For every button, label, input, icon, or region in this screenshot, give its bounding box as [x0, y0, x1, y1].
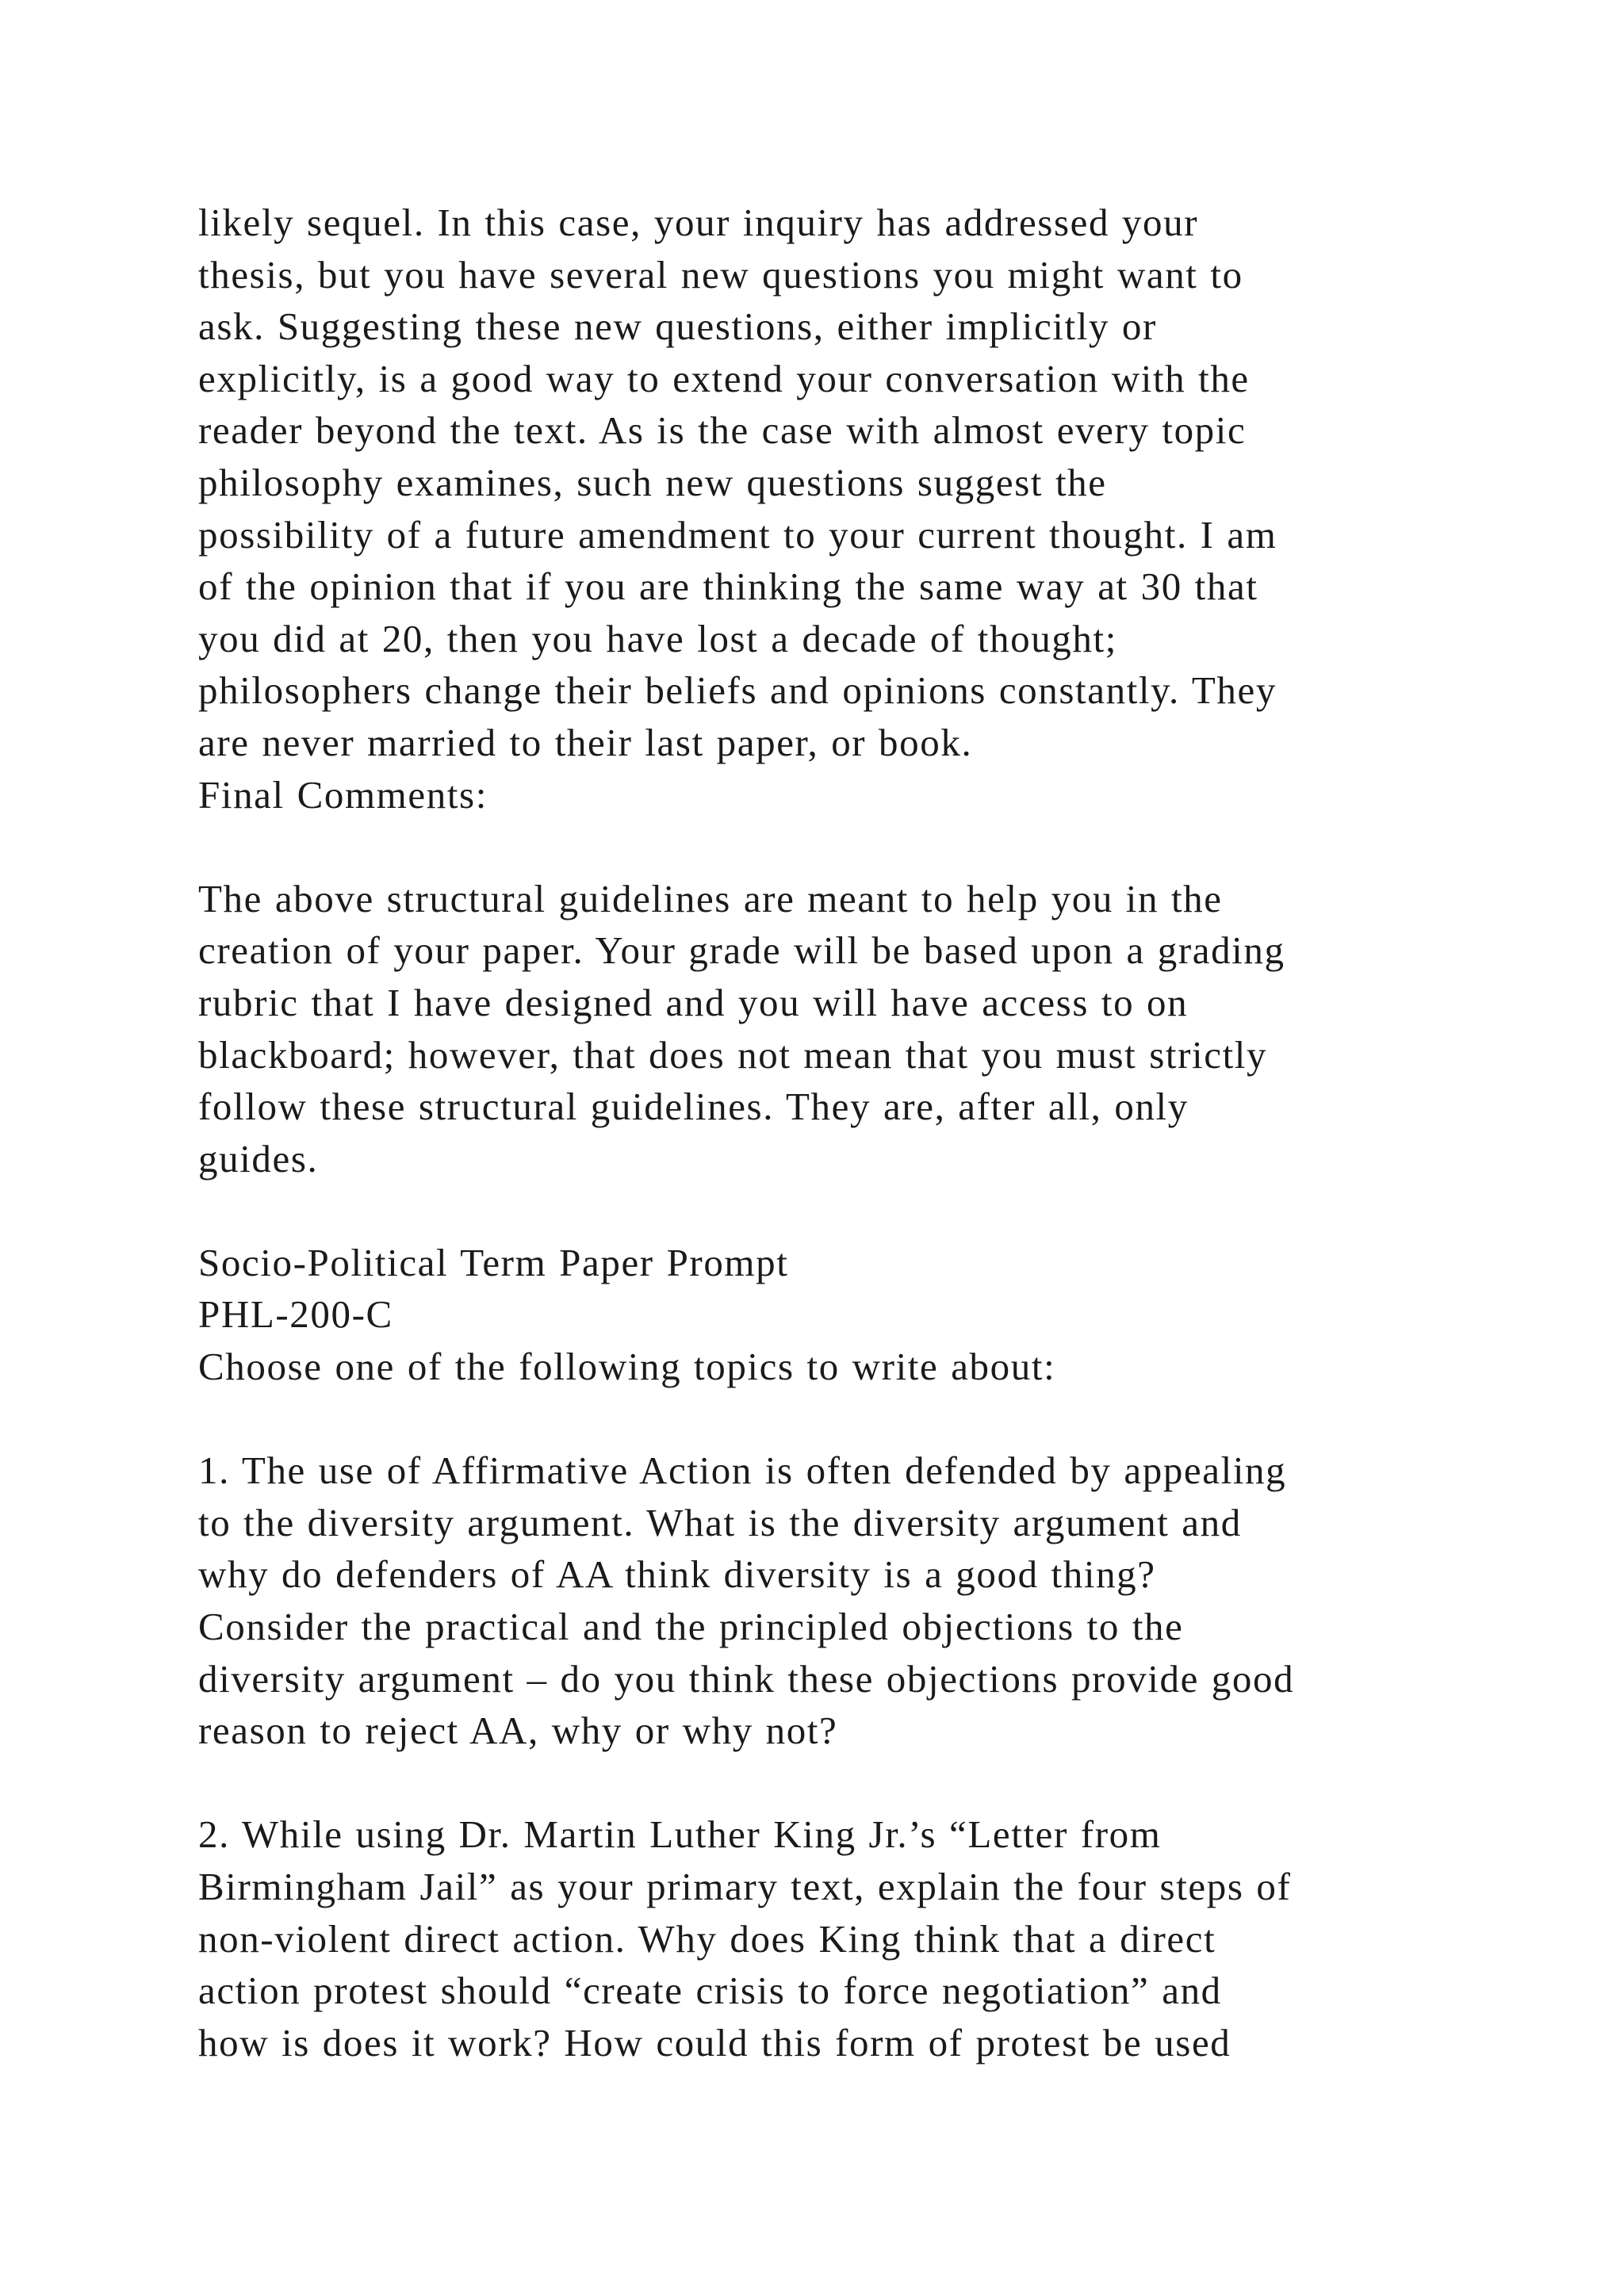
text-line: why do defenders of AA think diversity is a good thing? [198, 1552, 1156, 1597]
text-line: reason to reject AA, why or why not? [198, 1709, 838, 1753]
text-line: 1. The use of Affirmative Action is often defended by appealing [198, 1448, 1287, 1493]
document-text [198, 197, 1499, 2068]
text-line: thesis, but you have several new questions you might want to [198, 252, 1243, 297]
text-line: 2. While using Dr. Martin Luther King Jr.’s “Letter from [198, 1812, 1162, 1857]
text-line: philosophy examines, such new questions suggest the [198, 460, 1107, 504]
text-line: Final Comments: [198, 772, 488, 817]
text-line: how is does it work? How could this form of protest be used [198, 2020, 1231, 2064]
blank-line [198, 1757, 1499, 1809]
text-line: to the diversity argument. What is the diversity argument and [198, 1500, 1242, 1544]
blank-line [198, 1393, 1499, 1445]
text-line: ask. Suggesting these new questions, either implicitly or [198, 304, 1157, 349]
text-line: creation of your paper. Your grade will be based upon a grading [198, 928, 1285, 973]
text-line: likely sequel. In this case, your inquiry has addressed your [198, 201, 1199, 244]
text-line: guides. [198, 1136, 319, 1181]
text-line: explicitly, is a good way to extend your conversation with the [198, 356, 1250, 400]
text-line: Consider the practical and the principled objections to the [198, 1605, 1184, 1649]
text-line: diversity argument – do you think these objections provide good [198, 1656, 1295, 1701]
text-line: Socio-Political Term Paper Prompt [198, 1240, 789, 1284]
blank-line [198, 821, 1499, 873]
text-line: you did at 20, then you have lost a decade of thought; [198, 616, 1117, 660]
text-line: of the opinion that if you are thinking the same way at 30 that [198, 564, 1258, 609]
blank-line [198, 1184, 1499, 1237]
text-line: rubric that I have designed and you will have access to on [198, 980, 1189, 1024]
text-line: reader beyond the text. As is the case with almost every topic [198, 408, 1247, 453]
text-line: PHL-200-C [198, 1292, 393, 1337]
text-line: are never married to their last paper, or book. [198, 720, 973, 764]
text-line: action protest should “create crisis to force negotiation” and [198, 1969, 1222, 2013]
text-line: philosophers change their beliefs and opinions constantly. They [198, 668, 1277, 713]
text-line: blackboard; however, that does not mean that you must strictly [198, 1032, 1268, 1077]
text-line: Choose one of the following topics to write about: [198, 1345, 1056, 1389]
text-line: The above structural guidelines are meant to help you in the [198, 876, 1223, 920]
text-line: Birmingham Jail” as your primary text, explain the four steps of [198, 1865, 1292, 1908]
text-line: follow these structural guidelines. They are, after all, only [198, 1085, 1189, 1129]
text-line: non-violent direct action. Why does King think that a direct [198, 1916, 1216, 1961]
text-line: possibility of a future amendment to your current thought. I am [198, 512, 1277, 557]
